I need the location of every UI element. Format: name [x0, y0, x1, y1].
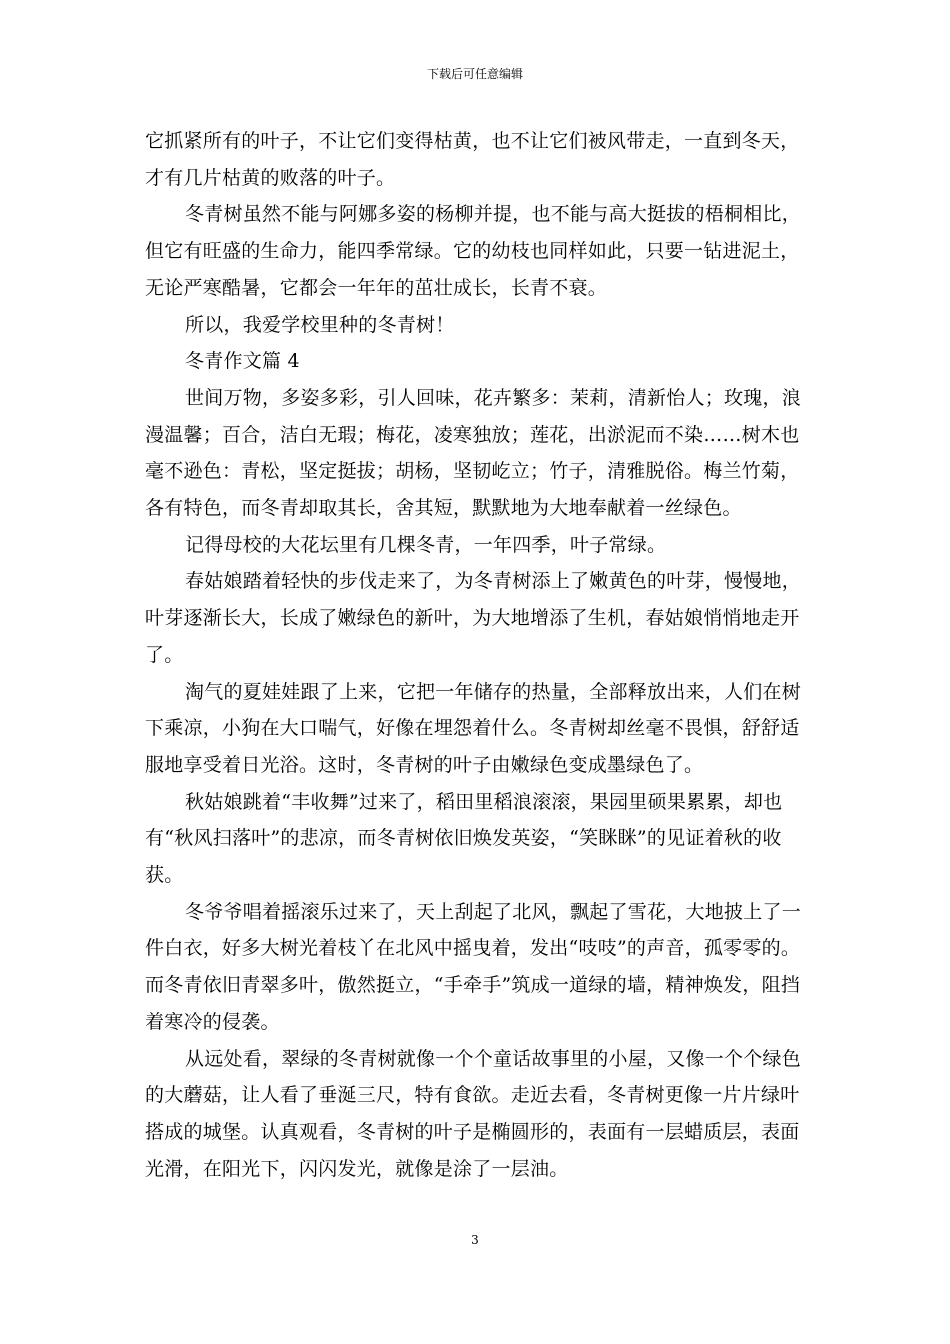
paragraph-9: 秋姑娘跳着“丰收舞”过来了，稻田里稻浪滚滚，果园里硕果累累，却也有“秋风扫落叶”的悲凉，而冬青树依旧焕发英姿，“笑眯眯”的见证着秋的收获。: [145, 790, 783, 887]
paragraph-7: 春姑娘踏着轻快的步伐走来了，为冬青树添上了嫩黄色的叶芽，慢慢地，叶芽逐渐长大，长成了嫩绿色的新叶，为大地增添了生机，春姑娘悄悄地走开了。: [145, 570, 802, 666]
document-body: [145, 123, 805, 1187]
paragraph-8: 淘气的夏娃娃跟了上来，它把一年储存的热量，全部释放出来，人们在树下乘凉，小狗在大口喘气，好像在埋怨着什么。冬青树却丝毫不畏惧，舒舒适服地享受着日光浴。这时，冬青树的叶子由嫩绿色变成墨绿色了。: [145, 680, 802, 776]
paragraph-5: 世间万物，多姿多彩，引人回味，花卉繁多：茉莉，清新怡人；玫瑰，浪漫温馨；百合，洁白无瑕；梅花，凌寒独放；莲花，出淤泥而不染……树木也毫不逊色：青松，坚定挺拔；胡杨，坚韧屹立；竹子，清雅脱俗。梅兰竹菊，各有特色，而冬青却取其长，舍其短，默默地为大地奉献着一丝绿色。: [145, 386, 802, 520]
page-number: 3: [471, 1233, 479, 1247]
paragraph-2: 冬青树虽然不能与阿娜多姿的杨柳并提，也不能与高大挺拔的梧桐相比，但它有旺盛的生命力，能四季常绿。它的幼枝也同样如此，只要一钻进泥土，无论严寒酷暑，它都会一年年的茁壮成长，长青不衰。: [145, 203, 802, 299]
page-header: 下载后可任意编辑: [426, 67, 523, 81]
paragraph-6: 记得母校的大花坛里有几棵冬青，一年四季，叶子常绿。: [185, 533, 667, 556]
paragraph-3: 所以，我爱学校里种的冬青树！: [185, 313, 455, 336]
paragraph-1: 它抓紧所有的叶子，不让它们变得枯黄，也不让它们被风带走，一直到冬天，才有几片枯黄的败落的叶子。: [145, 130, 800, 189]
paragraph-10: 冬爷爷唱着摇滚乐过来了，天上刮起了北风，飘起了雪花，大地披上了一件白衣，好多大树光着枝丫在北风中摇曳着，发出“吱吱”的声音，孤零零的。而冬青依旧青翠多叶，傲然挺立，“手牵手”筑成一道绿的墙，精神焕发，阻挡着寒冷的侵袭。: [145, 900, 802, 1033]
paragraph-11: 从远处看，翠绿的冬青树就像一个个童话故事里的小屋，又像一个个绿色的大蘑菇，让人看了垂涎三尺，特有食欲。走近去看，冬青树更像一片片绿叶搭成的城堡。认真观看，冬青树的叶子是椭圆形的，表面有一层蜡质层，表面光滑，在阳光下，闪闪发光，就像是涂了一层油。: [145, 1047, 802, 1180]
section-heading: 冬青作文篇 4: [185, 350, 300, 373]
